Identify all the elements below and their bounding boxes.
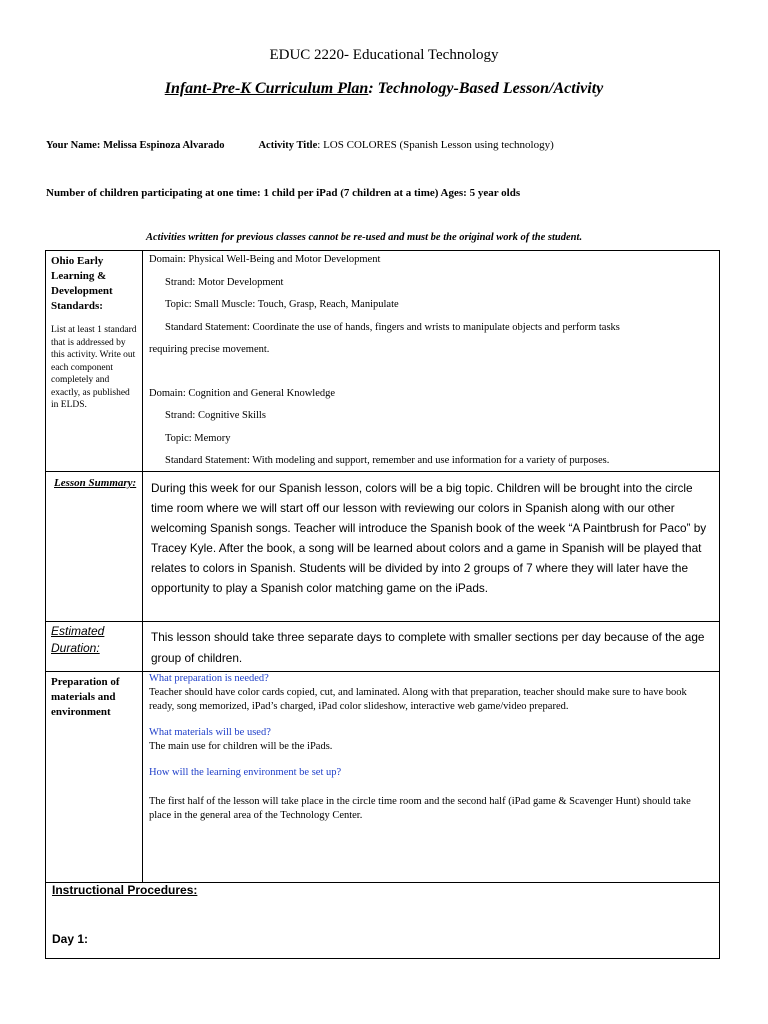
prep-answer-2: The main use for children will be the iPads.	[149, 741, 333, 752]
domain-1: Domain: Physical Well-Being and Motor Development	[149, 254, 381, 265]
course-title: EDUC 2220- Educational Technology	[269, 47, 499, 63]
originality-note: Activities written for previous classes cannot be re-used and must be the original work of the student.	[146, 232, 583, 243]
lesson-plan-table	[45, 250, 720, 959]
statement-2: Standard Statement: With modeling and support, remember and use information for a variety of purposes.	[165, 455, 610, 466]
duration-label-cell	[46, 622, 143, 671]
children-count-line: Number of children participating at one time: 1 child per iPad (7 children at a time) Ages: 5 year olds	[46, 187, 521, 199]
name-activity-line	[46, 139, 554, 151]
preparation-row	[46, 672, 719, 883]
domain-2: Domain: Cognition and General Knowledge	[149, 387, 336, 399]
preparation-label-cell	[46, 672, 143, 882]
name-label: Your Name:	[46, 140, 101, 151]
summary-row	[46, 472, 719, 622]
duration-label: Estimated Duration:	[51, 624, 105, 655]
prep-answer-1: Teacher should have color cards copied, cut, and laminated. Along with that preparation, teacher should make sure to have book ready, song memorized, iPad’s charged, iPad color slideshow, interactive web game/video prepared.	[149, 687, 687, 712]
procedures-row	[46, 883, 719, 958]
statement-1-line-2: requiring precise movement.	[149, 344, 270, 355]
standards-instructions: List at least 1 standard that is addressed by this activity. Write out each component completely and exactly, as published in ELDS.	[51, 325, 137, 410]
prep-question-3: How will the learning environment be set up?	[149, 767, 342, 778]
duration-text: This lesson should take three separate days to complete with smaller sections per day because of the age group of children.	[151, 630, 705, 665]
standards-label: Ohio Early Learning & Development Standards:	[51, 255, 113, 312]
summary-text: During this week for our Spanish lesson, colors will be a big topic. Children will be brought into the circle time room where we will start off our lesson with reviewing our colors in Spanish along with our other welcoming Spanish songs. Teacher will introduce the Spanish book of the week “A Paintbrush for Paco” by Tracey Kyle. After the book, a song will be learned about colors and a game in Spanish will be played that relates to colors in Spanish. Students will be divided by into 2 groups of 7 where they will later have the opportunity to play a Spanish color matching game on the iPads.	[151, 481, 707, 595]
standards-label-cell	[46, 251, 143, 471]
procedures-label: Instructional Procedures:	[52, 883, 198, 897]
preparation-label: Preparation of materials and environment	[51, 676, 120, 718]
strand-2: Strand: Cognitive Skills	[165, 410, 266, 421]
standards-row	[46, 251, 719, 472]
day-1-label: Day 1:	[52, 932, 89, 946]
summary-label-cell	[46, 472, 143, 621]
topic-1: Topic: Small Muscle: Touch, Grasp, Reach, Manipulate	[165, 299, 399, 310]
duration-row	[46, 622, 719, 672]
activity-value: : LOS COLORES (Spanish Lesson using technology)	[317, 139, 554, 151]
strand-1: Strand: Motor Development	[165, 276, 284, 288]
prep-answer-3: The first half of the lesson will take place in the circle time room and the second half (iPad game & Scavenger Hunt) should take place in the general area of the Technology Center.	[149, 796, 691, 821]
plan-title-main: Infant-Pre-K Curriculum Plan	[164, 80, 369, 97]
plan-title	[0, 80, 768, 98]
summary-label: Lesson Summary:	[54, 477, 137, 489]
standards-content-cell	[143, 251, 719, 471]
prep-question-2: What materials will be used?	[149, 727, 271, 738]
activity-label: Activity Title	[258, 140, 318, 151]
name-value: Melissa Espinoza Alvarado	[103, 140, 225, 151]
plan-title-subtitle: : Technology-Based Lesson/Activity	[368, 80, 604, 97]
preparation-content-cell	[143, 672, 719, 882]
prep-question-1: What preparation is needed?	[149, 673, 269, 684]
topic-2: Topic: Memory	[165, 432, 231, 444]
statement-1-line-1: Standard Statement: Coordinate the use of hands, fingers and wrists to manipulate objects and perform tasks	[165, 321, 620, 333]
